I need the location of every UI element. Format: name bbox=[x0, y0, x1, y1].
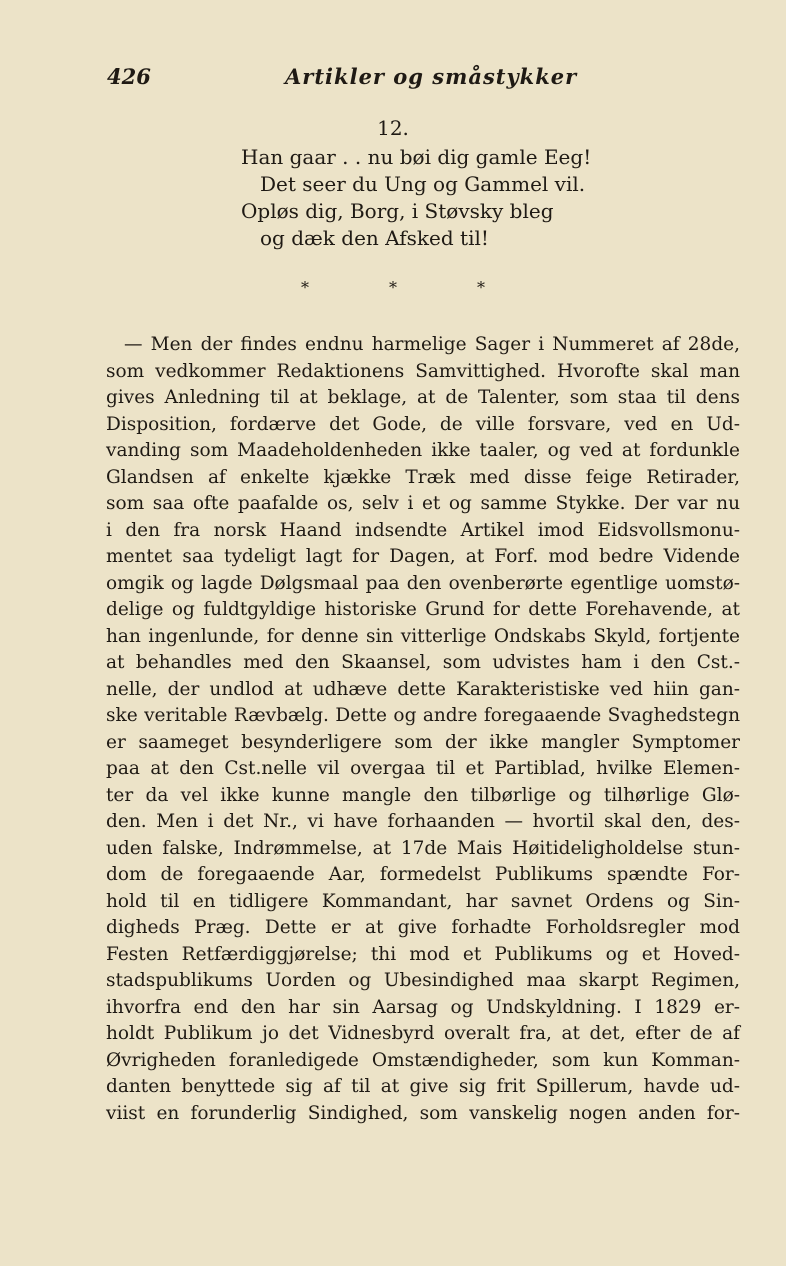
asterism-separator bbox=[0, 278, 786, 297]
prose-line: som vedkommer Redaktionens Samvittighed. Hvorofte skal man bbox=[106, 360, 740, 382]
prose-line: uden falske, Indrømmelse, at 17de Mais Høitideligholdelse stun- bbox=[106, 837, 740, 859]
prose-line: Øvrigheden foranledigede Omstændigheder, som kun Komman- bbox=[106, 1049, 740, 1071]
prose-line: Glandsen af enkelte kjække Træk med disse feige Retirader, bbox=[106, 466, 740, 488]
prose-line: den. Men i det Nr., vi have forhaanden — hvortil skal den, des- bbox=[106, 811, 740, 832]
poem-line: Det seer du Ung og Gammel vil. bbox=[260, 172, 586, 196]
prose-line: gives Anledning til at beklage, at de Talenter, som staa til dens bbox=[106, 387, 740, 408]
prose-line: er saameget besynderligere som der ikke mangler Symptomer bbox=[106, 731, 740, 753]
separator-asterisk: * bbox=[477, 278, 485, 297]
prose-line: nelle, der undlod at udhæve dette Karakteristiske ved hiin gan- bbox=[106, 678, 740, 700]
poem-line: Han gaar . . nu bøi dig gamle Eeg! bbox=[241, 145, 592, 169]
prose-line: mentet saa tydeligt lagt for Dagen, at Forf. mod bedre Vidende bbox=[106, 546, 740, 567]
section-number: 12. bbox=[377, 116, 409, 140]
prose-line: hold til en tidligere Kommandant, har savnet Ordens og Sin- bbox=[106, 890, 740, 912]
prose-line: vanding som Maadeholdenheden ikke taaler, og ved at fordunkle bbox=[106, 440, 740, 461]
prose-line: han ingenlunde, for denne sin vitterlige Ondskabs Skyld, fortjente bbox=[106, 625, 740, 647]
prose-line: paa at den Cst.nelle vil overgaa til et Partiblad, hvilke Elemen- bbox=[106, 758, 740, 779]
prose-line: Festen Retfærdiggjørelse; thi mod et Publikums og et Hoved- bbox=[106, 943, 740, 965]
separator-asterisk: * bbox=[389, 278, 397, 297]
prose-line: viist en forunderlig Sindighed, som vanskelig nogen anden for- bbox=[106, 1102, 740, 1124]
separator-asterisk: * bbox=[301, 278, 309, 297]
prose-paragraph bbox=[106, 332, 740, 1127]
prose-line: danten benyttede sig af til at give sig frit Spillerum, havde ud- bbox=[106, 1076, 740, 1097]
running-title: Artikler og småstykker bbox=[285, 64, 578, 89]
prose-line: Disposition, fordærve det Gode, de ville forsvare, ved en Ud- bbox=[106, 413, 740, 435]
prose-line: i den fra norsk Haand indsendte Artikel imod Eidsvollsmonu- bbox=[106, 519, 740, 541]
prose-line: — Men der findes endnu harmelige Sager i Nummeret af 28de, bbox=[124, 334, 740, 355]
prose-line: at behandles med den Skaansel, som udvistes ham i den Cst.- bbox=[106, 652, 740, 673]
prose-line: omgik og lagde Dølgsmaal paa den ovenberørte egentlige uomstø- bbox=[106, 572, 740, 594]
prose-line: stadspublikums Uorden og Ubesindighed maa skarpt Regimen, bbox=[106, 970, 740, 991]
page-number: 426 bbox=[107, 64, 151, 89]
prose-line: dom de foregaaende Aar, formedelst Publikums spændte For- bbox=[106, 864, 740, 885]
poem-line: Opløs dig, Borg, i Støvsky bleg bbox=[241, 199, 554, 223]
prose-line: digheds Præg. Dette er at give forhadte Forholdsregler mod bbox=[106, 917, 740, 938]
prose-line: ter da vel ikke kunne mangle den tilbørlige og tilhørlige Glø- bbox=[106, 784, 740, 806]
prose-line: holdt Publikum jo det Vidnesbyrd overalt fra, at det, efter de af bbox=[106, 1023, 740, 1044]
prose-line: ske veritable Rævbælg. Dette og andre foregaaende Svaghedstegn bbox=[106, 705, 740, 726]
prose-line: delige og fuldtgyldige historiske Grund for dette Forehavende, at bbox=[106, 599, 740, 620]
poem-line: og dæk den Afsked til! bbox=[260, 226, 489, 250]
prose-line: som saa ofte paafalde os, selv i et og samme Stykke. Der var nu bbox=[106, 493, 740, 514]
prose-line: ihvorfra end den har sin Aarsag og Undskyldning. I 1829 er- bbox=[106, 996, 740, 1018]
